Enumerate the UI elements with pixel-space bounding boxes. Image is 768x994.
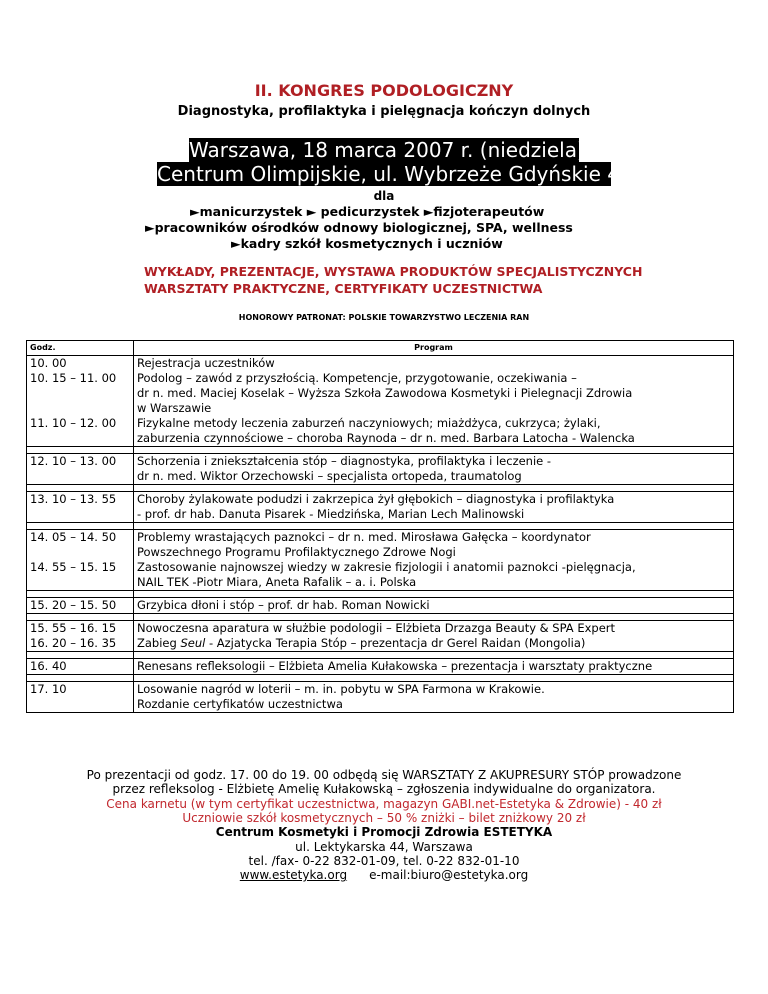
- headline-line: WARSZTATY PRAKTYCZNE, CERTYFIKATY UCZESTNICTWA: [144, 281, 543, 296]
- program-line: Choroby żylakowate podudzi i zakrzepica żył głębokich – diagnostyka i profilaktyka: [137, 492, 615, 506]
- spacer-row: [27, 652, 734, 659]
- time-label: [30, 431, 130, 446]
- table-row: [27, 598, 734, 614]
- website-link[interactable]: www.estetyka.org: [239, 868, 348, 882]
- program-line: w Warszawie: [137, 401, 212, 415]
- program-text: Zabieg: [137, 636, 181, 650]
- program-line: Grzybica dłoni i stóp – prof. dr hab. Roman Nowicki: [137, 598, 430, 612]
- program-cell: [134, 356, 734, 447]
- program-table: [26, 340, 734, 713]
- workshop-note: przez refleksolog - Elżbietę Amelię Kułakowską – zgłoszenia indywidualne do organizatora.: [112, 782, 656, 796]
- program-line: dr n. med. Maciej Koselak – Wyższa Szkoła Zawodowa Kosmetyki i Pielegnacji Zdrowia: [137, 386, 633, 400]
- program-line: Problemy wrastających paznokci – dr n. med. Mirosława Gałęcka – koordynator: [137, 530, 591, 544]
- workshop-note: Po prezentacji od godz. 17. 00 do 19. 00 odbędą się WARSZTATY Z AKUPRESURY STÓP prowadzone: [86, 768, 682, 782]
- column-header-time: Godz.: [27, 341, 134, 356]
- audience-line: ►kadry szkół kosmetycznych i uczniów: [231, 236, 503, 251]
- time-cell: [27, 659, 134, 675]
- table-row: [27, 492, 734, 523]
- spacer-row: [27, 675, 734, 682]
- congress-title: II. KONGRES PODOLOGICZNY: [254, 81, 514, 100]
- program-line: NAIL TEK -Piotr Miara, Aneta Rafalik – a. i. Polska: [137, 575, 417, 589]
- program-line: Rejestracja uczestników: [137, 356, 275, 370]
- headline-line: WYKŁADY, PREZENTACJE, WYSTAWA PRODUKTÓW SPECJALISTYCZNYCH: [144, 264, 643, 279]
- time-cell: [27, 621, 134, 652]
- program-line: Zastosowanie najnowszej wiedzy w zakresie fizjologii i anatomii paznokci -pielęgnacja,: [137, 560, 636, 574]
- date-banner: Warszawa, 18 marca 2007 r. (niedziela): [189, 138, 585, 162]
- program-line: [137, 636, 730, 651]
- spacer-row: [27, 447, 734, 454]
- program-line: Fizykalne metody leczenia zaburzeń naczyniowych; miażdżyca, cukrzyca; żylaki,: [137, 416, 601, 430]
- program-cell: [134, 659, 734, 675]
- program-line: Podolog – zawód z przyszłością. Kompetencje, przygotowanie, oczekiwania –: [137, 371, 577, 385]
- time-label: 17. 10: [30, 682, 67, 696]
- time-cell: [27, 454, 134, 485]
- time-cell: [27, 598, 134, 614]
- time-label: 13. 10 – 13. 55: [30, 492, 117, 506]
- organizer-phone: tel. /fax- 0-22 832-01-09, tel. 0-22 832-01-10: [248, 854, 520, 868]
- program-line: Rozdanie certyfikatów uczestnictwa: [137, 697, 343, 711]
- venue-banner: Centrum Olimpijskie, ul. Wybrzeże Gdyńskie 4: [157, 162, 620, 186]
- spacer-row: [27, 614, 734, 621]
- congress-subtitle: Diagnostyka, profilaktyka i pielęgnacja kończyn dolnych: [177, 104, 591, 119]
- program-line: Powszechnego Programu Profilaktycznego Zdrowe Nogi: [137, 545, 456, 559]
- time-label: 14. 05 – 14. 50: [30, 530, 117, 544]
- price-note: Cena karnetu (w tym certyfikat uczestnictwa, magazyn GABI.net-Estetyka & Zdrowie) - 40 zł: [106, 797, 662, 811]
- time-label: 10. 00: [30, 356, 67, 370]
- audience-line: ►pracowników ośrodków odnowy biologicznej, SPA, wellness: [145, 220, 573, 235]
- program-cell: [134, 454, 734, 485]
- time-label: [30, 386, 130, 401]
- program-line: - prof. dr hab. Danuta Pisarek - Miedzińska, Marian Lech Malinowski: [137, 507, 525, 521]
- discount-note: Uczniowie szkół kosmetycznych – 50 % zniżki – bilet zniżkowy 20 zł: [182, 811, 586, 825]
- organizer-name: Centrum Kosmetyki i Promocji Zdrowia ESTETYKA: [215, 825, 553, 839]
- time-label: [30, 401, 130, 416]
- time-label: 10. 15 – 11. 00: [30, 371, 117, 385]
- program-line: Schorzenia i zniekształcenia stóp – diagnostyka, profilaktyka i leczenie -: [137, 454, 552, 468]
- organizer-address: ul. Lektykarska 44, Warszawa: [295, 840, 473, 854]
- time-cell: [27, 492, 134, 523]
- time-label: [30, 575, 130, 590]
- spacer-row: [27, 591, 734, 598]
- program-cell: [134, 682, 734, 713]
- patronage-note: HONOROWY PATRONAT: POLSKIE TOWARZYSTWO LECZENIA RAN: [238, 313, 530, 322]
- time-label: 15. 20 – 15. 50: [30, 598, 117, 612]
- program-line: Renesans refleksologii – Elżbieta Amelia Kułakowska – prezentacja i warsztaty praktyczne: [137, 659, 653, 673]
- audience-intro: dla: [373, 189, 395, 203]
- time-label: 16. 40: [30, 659, 67, 673]
- spacer-row: [27, 523, 734, 530]
- program-emphasis: Seul: [180, 636, 206, 650]
- contact-line: [0, 868, 768, 882]
- program-line: Nowoczesna aparatura w służbie podologii – Elżbieta Drzazga Beauty & SPA Expert: [137, 621, 616, 635]
- time-label: 14. 55 – 15. 15: [30, 560, 117, 574]
- time-label: 15. 55 – 16. 15: [30, 621, 117, 635]
- table-row: [27, 530, 734, 591]
- column-header-program: Program: [134, 341, 734, 356]
- program-line: Losowanie nagród w loterii – m. in. pobytu w SPA Farmona w Krakowie.: [137, 682, 545, 696]
- time-label: 16. 20 – 16. 35: [30, 636, 117, 650]
- time-label: 11. 10 – 12. 00: [30, 416, 117, 430]
- table-row: [27, 454, 734, 485]
- table-row: [27, 621, 734, 652]
- audience-line: ►manicurzystek ► pedicurzystek ►fizjoterapeutów: [190, 204, 545, 219]
- time-label: 12. 10 – 13. 00: [30, 454, 117, 468]
- program-cell: [134, 530, 734, 591]
- program-text: - Azjatycka Terapia Stóp – prezentacja dr Gerel Raidan (Mongolia): [205, 636, 586, 650]
- program-line: dr n. med. Wiktor Orzechowski – specjalista ortopeda, traumatolog: [137, 469, 522, 483]
- table-row: [27, 682, 734, 713]
- program-cell: [134, 492, 734, 523]
- email-address: e-mail:biuro@estetyka.org: [369, 868, 529, 882]
- time-label: [30, 545, 130, 560]
- table-header-row: [27, 341, 734, 356]
- program-cell: [134, 621, 734, 652]
- time-cell: [27, 530, 134, 591]
- program-cell: [134, 598, 734, 614]
- table-row: [27, 356, 734, 447]
- table-row: [27, 659, 734, 675]
- time-cell: [27, 356, 134, 447]
- program-line: zaburzenia czynnościowe – choroba Raynoda – dr n. med. Barbara Latocha - Walencka: [137, 431, 635, 445]
- spacer-row: [27, 485, 734, 492]
- time-cell: [27, 682, 134, 713]
